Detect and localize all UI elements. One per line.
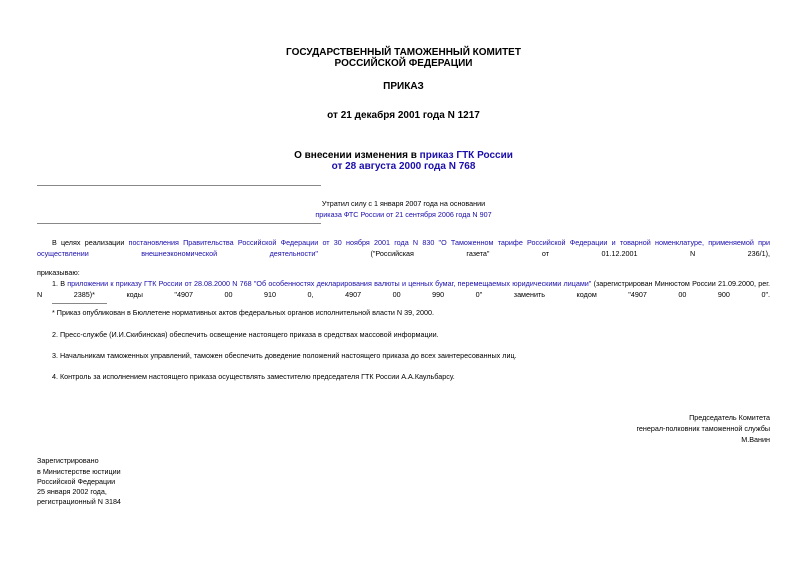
item-1 bbox=[37, 278, 770, 300]
footnote: * Приказ опубликован в Бюллетене нормативных актов федеральных органов исполнительной власти N 39, 2000. bbox=[52, 308, 435, 317]
org-name-line2: РОССИЙСКОЙ ФЕДЕРАЦИИ bbox=[334, 58, 473, 69]
item-2: 2. Пресс-службе (И.И.Скибинская) обеспечить освещение настоящего приказа в средствах массовой информации. bbox=[52, 330, 439, 339]
item-4: 4. Контроль за исполнением настоящего приказа осуществлять заместителю председателя ГТК России А.А.Каульбарсу. bbox=[52, 372, 455, 381]
doc-type: ПРИКАЗ bbox=[383, 81, 424, 92]
preamble-paragraph bbox=[37, 237, 770, 259]
item-1-link[interactable]: приложении к приказу ГТК России от 28.08.2000 N 768 "Об особенностях декларирования валюты и ценных бумаг, перемещаемых юридическими лицами" bbox=[67, 279, 592, 288]
org-name-line1: ГОСУДАРСТВЕННЫЙ ТАМОЖЕННЫЙ КОМИТЕТ bbox=[286, 47, 521, 58]
signature-rank: генерал-полковник таможенной службы bbox=[636, 424, 770, 433]
divider-bottom bbox=[37, 223, 321, 224]
registration-date: 25 января 2002 года, bbox=[37, 487, 107, 496]
footnote-divider bbox=[52, 303, 107, 304]
preamble-prefix: В целях реализации bbox=[52, 238, 129, 247]
status-line: Утратил силу с 1 января 2007 года на основании bbox=[321, 199, 486, 208]
title-link-order[interactable]: приказ ГТК России bbox=[419, 150, 513, 161]
preamble-suffix: ("Российская газета" от 01.12.2001 N 236/1), bbox=[318, 249, 770, 258]
status-link[interactable]: приказа ФТС России от 21 сентября 2006 года N 907 bbox=[315, 210, 492, 219]
order-word: приказываю: bbox=[37, 268, 80, 277]
item-1-prefix: 1. В bbox=[52, 279, 68, 288]
registration-line3: Российской Федерации bbox=[37, 477, 116, 486]
doc-title-prefix: О внесении изменения в bbox=[294, 150, 420, 161]
signature-name: М.Ванин bbox=[741, 435, 770, 444]
registration-line2: в Министерстве юстиции bbox=[37, 467, 121, 476]
divider-top bbox=[37, 185, 321, 186]
registration-line1: Зарегистрировано bbox=[37, 456, 99, 465]
preamble-link[interactable]: постановления Правительства Российской Федерации от 30 ноября 2001 года N 830 "О Таможенном тарифе Российской Федерации и товарной номенклатуре, применяемой при осуществлении внешнеэкономической деятельности" bbox=[37, 238, 770, 258]
doc-title-line2 bbox=[0, 161, 807, 173]
registration-number: регистрационный N 3184 bbox=[37, 497, 121, 506]
item-1-suffix: (зарегистрирован Минюстом России 21.09.2000, рег. N 2385)* коды "4907 00 910 0, 4907 00 990 0" заменить кодом "4907 00 900 0". bbox=[37, 279, 770, 299]
item-3: 3. Начальникам таможенных управлений, таможен обеспечить доведение положений настоящего приказа до всех заинтересованных лиц. bbox=[52, 351, 517, 360]
status-link-row bbox=[0, 209, 807, 220]
title-link-order-date[interactable]: от 28 августа 2000 года N 768 bbox=[331, 161, 476, 172]
doc-date-number: от 21 декабря 2001 года N 1217 bbox=[327, 110, 480, 121]
signature-title: Председатель Комитета bbox=[689, 413, 770, 422]
